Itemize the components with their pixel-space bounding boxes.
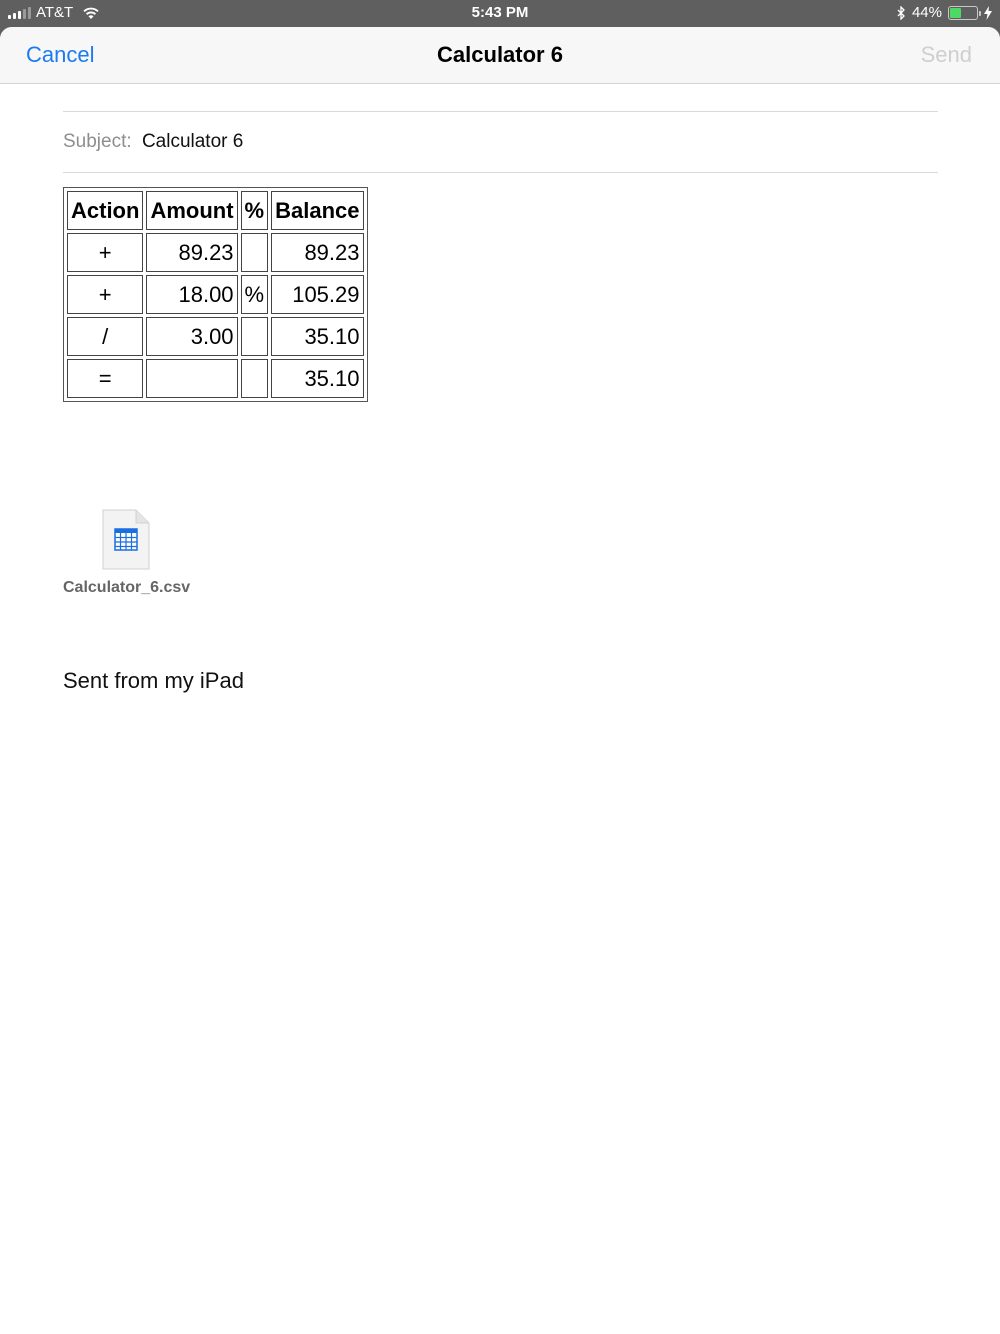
spreadsheet-file-icon xyxy=(102,509,150,570)
cell-action: + xyxy=(67,275,143,314)
status-right xyxy=(896,4,992,21)
cell-percent xyxy=(241,359,269,398)
cell-balance: 35.10 xyxy=(271,359,363,398)
battery-percent: 44% xyxy=(911,4,942,21)
cell-amount: 3.00 xyxy=(146,317,237,356)
table-row xyxy=(67,317,364,356)
cell-amount: 18.00 xyxy=(146,275,237,314)
subject-label: Subject: xyxy=(63,131,132,152)
cell-action: / xyxy=(67,317,143,356)
header-balance: Balance xyxy=(271,191,363,230)
table-row xyxy=(67,233,364,272)
cell-percent xyxy=(241,317,269,356)
subject-field[interactable] xyxy=(63,131,243,153)
calculation-table xyxy=(63,187,368,402)
email-signature[interactable]: Sent from my iPad xyxy=(63,668,244,693)
cell-amount xyxy=(146,359,237,398)
battery-level xyxy=(950,8,961,18)
header-percent: % xyxy=(241,191,269,230)
table-header-row xyxy=(67,191,364,230)
cancel-button[interactable]: Cancel xyxy=(26,42,95,67)
table-row xyxy=(67,359,364,398)
cell-balance: 35.10 xyxy=(271,317,363,356)
cell-percent xyxy=(241,233,269,272)
battery-icon xyxy=(948,6,978,20)
compose-title: Calculator 6 xyxy=(437,42,563,67)
cell-amount: 89.23 xyxy=(146,233,237,272)
cell-action: = xyxy=(67,359,143,398)
subject-value[interactable]: Calculator 6 xyxy=(141,131,244,152)
header-amount: Amount xyxy=(146,191,237,230)
divider xyxy=(63,172,938,173)
cell-balance: 89.23 xyxy=(271,233,363,272)
status-time: 5:43 PM xyxy=(471,4,529,21)
attachment-file-name: Calculator_6.csv xyxy=(63,579,191,596)
navigation-bar xyxy=(0,27,1000,84)
table-row xyxy=(67,275,364,314)
status-bar xyxy=(0,0,1000,26)
cell-percent: % xyxy=(241,275,269,314)
divider xyxy=(63,111,938,112)
charging-bolt-icon xyxy=(984,6,992,20)
bluetooth-icon xyxy=(896,6,906,20)
carrier-label: AT&T xyxy=(36,4,74,21)
cell-action: + xyxy=(67,233,143,272)
header-action: Action xyxy=(67,191,143,230)
cell-balance: 105.29 xyxy=(271,275,363,314)
send-button[interactable]: Send xyxy=(920,42,972,67)
compose-sheet xyxy=(0,27,1000,1334)
